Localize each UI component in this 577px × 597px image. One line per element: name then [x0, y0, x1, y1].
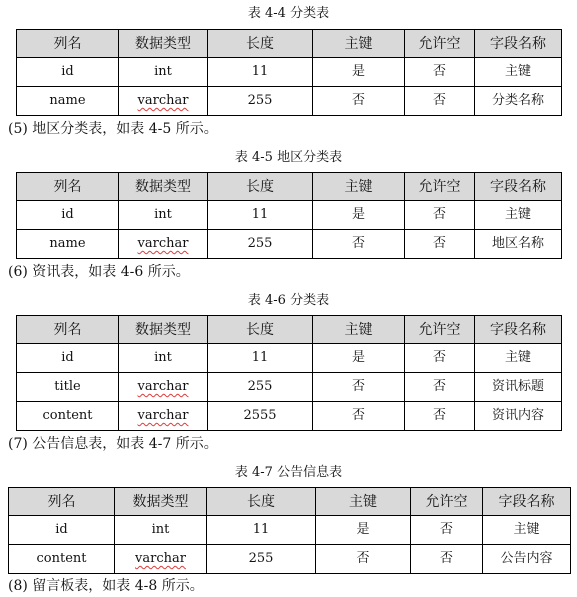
col-header-primary-key: 主键: [316, 488, 411, 516]
table-row: [9, 545, 571, 574]
cell: [119, 373, 208, 402]
table-4-7-announcement: [8, 487, 571, 574]
cell: 资讯标题: [475, 373, 562, 402]
col-header-nullable: 允许空: [405, 30, 475, 58]
cell: 是: [313, 58, 405, 87]
cell: int: [119, 58, 208, 87]
cell: id: [17, 201, 119, 230]
cell: 2555: [208, 402, 313, 431]
table-row: [17, 402, 562, 431]
cell-text: varchar: [137, 236, 189, 251]
paragraph-7: (7) 公告信息表，如表 4-7 所示。: [8, 436, 218, 452]
cell: 主键: [475, 344, 562, 373]
col-header-name: 列名: [17, 173, 119, 201]
cell: 地区名称: [475, 230, 562, 259]
cell: int: [119, 344, 208, 373]
table-4-5-region: [16, 172, 562, 259]
cell-text: varchar: [137, 408, 189, 423]
cell: 否: [405, 58, 475, 87]
table-row: [17, 373, 562, 402]
col-header-length: 长度: [208, 30, 313, 58]
col-header-primary-key: 主键: [313, 30, 405, 58]
cell: 资讯内容: [475, 402, 562, 431]
table-header-row: [17, 316, 562, 344]
cell: 否: [316, 545, 411, 574]
table-caption-4-4: 表 4-4 分类表: [247, 6, 330, 21]
cell: id: [17, 344, 119, 373]
col-header-field-name: 字段名称: [475, 173, 562, 201]
col-header-nullable: 允许空: [405, 316, 475, 344]
table-header-row: [9, 488, 571, 516]
cell: 公告内容: [483, 545, 571, 574]
cell-text: varchar: [137, 93, 189, 108]
cell: id: [17, 58, 119, 87]
table-header-row: [17, 30, 562, 58]
cell: id: [9, 516, 115, 545]
table-row: [17, 87, 562, 116]
cell: 否: [405, 373, 475, 402]
paragraph-5: (5) 地区分类表，如表 4-5 所示。: [8, 121, 218, 137]
table-header-row: [17, 173, 562, 201]
cell: 255: [208, 230, 313, 259]
col-header-primary-key: 主键: [313, 173, 405, 201]
table-caption-4-7: 表 4-7 公告信息表: [234, 465, 343, 480]
col-header-nullable: 允许空: [411, 488, 483, 516]
cell: 是: [313, 344, 405, 373]
cell: 否: [405, 87, 475, 116]
cell: [119, 87, 208, 116]
cell: 主键: [475, 201, 562, 230]
cell: content: [17, 402, 119, 431]
col-header-name: 列名: [9, 488, 115, 516]
cell: 255: [208, 87, 313, 116]
cell: name: [17, 87, 119, 116]
cell: [119, 230, 208, 259]
cell: 255: [208, 373, 313, 402]
cell: 11: [208, 344, 313, 373]
cell: 否: [405, 230, 475, 259]
col-header-length: 长度: [208, 173, 313, 201]
cell: 主键: [483, 516, 571, 545]
table-caption-4-6: 表 4-6 分类表: [247, 293, 330, 308]
cell: title: [17, 373, 119, 402]
cell: content: [9, 545, 115, 574]
paragraph-8: (8) 留言板表，如表 4-8 所示。: [8, 578, 204, 594]
cell: 否: [313, 373, 405, 402]
col-header-field-name: 字段名称: [475, 316, 562, 344]
cell: 否: [405, 344, 475, 373]
col-header-datatype: 数据类型: [119, 316, 208, 344]
cell: 主键: [475, 58, 562, 87]
col-header-nullable: 允许空: [405, 173, 475, 201]
table-row: [17, 58, 562, 87]
cell: 是: [313, 201, 405, 230]
table-caption-4-5: 表 4-5 地区分类表: [234, 150, 343, 165]
cell-text: varchar: [137, 379, 189, 394]
table-row: [17, 201, 562, 230]
cell: 否: [405, 402, 475, 431]
col-header-datatype: 数据类型: [115, 488, 207, 516]
table-row: [17, 344, 562, 373]
col-header-name: 列名: [17, 316, 119, 344]
cell: int: [115, 516, 207, 545]
cell: 11: [208, 58, 313, 87]
cell: name: [17, 230, 119, 259]
cell-text: varchar: [135, 551, 186, 566]
paragraph-6: (6) 资讯表，如表 4-6 所示。: [8, 264, 190, 280]
table-4-6-news: [16, 315, 562, 431]
cell: [119, 402, 208, 431]
table-4-4-category: [16, 29, 562, 116]
cell: 否: [313, 87, 405, 116]
cell: 否: [313, 402, 405, 431]
col-header-length: 长度: [208, 316, 313, 344]
table-row: [9, 516, 571, 545]
cell: 11: [208, 201, 313, 230]
table-row: [17, 230, 562, 259]
col-header-name: 列名: [17, 30, 119, 58]
cell: 255: [207, 545, 316, 574]
cell: 否: [405, 201, 475, 230]
col-header-primary-key: 主键: [313, 316, 405, 344]
cell: [115, 545, 207, 574]
col-header-field-name: 字段名称: [483, 488, 571, 516]
cell: int: [119, 201, 208, 230]
col-header-length: 长度: [207, 488, 316, 516]
col-header-datatype: 数据类型: [119, 30, 208, 58]
col-header-field-name: 字段名称: [475, 30, 562, 58]
cell: 11: [207, 516, 316, 545]
cell: 是: [316, 516, 411, 545]
cell: 否: [411, 545, 483, 574]
cell: 否: [313, 230, 405, 259]
cell: 否: [411, 516, 483, 545]
cell: 分类名称: [475, 87, 562, 116]
col-header-datatype: 数据类型: [119, 173, 208, 201]
